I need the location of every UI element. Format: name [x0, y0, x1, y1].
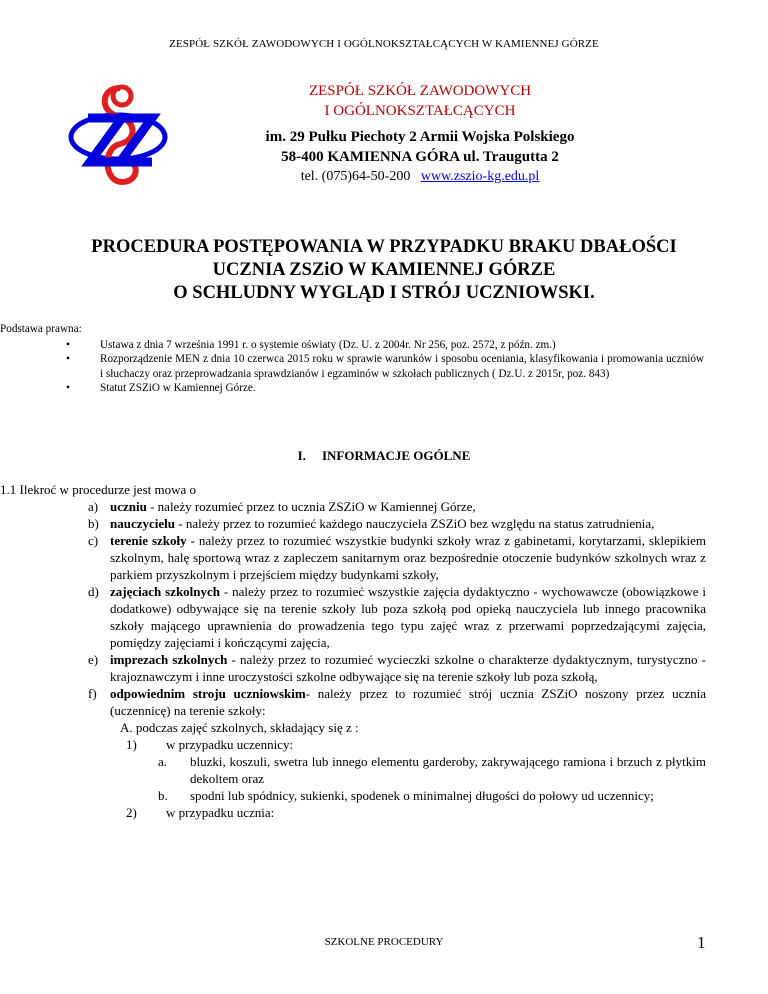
intro-paragraph: 1.1 Ilekroć w procedurze jest mowa o: [0, 482, 197, 497]
school-logo-icon: [60, 82, 170, 192]
section-title: INFORMACJE OGÓLNE: [321, 448, 471, 463]
dress-code-subitem: b. spodni lub spódnicy, sukienki, spodenek o minimalnej długości do połowy ud uczennicy;: [158, 788, 654, 803]
definition-item: a) uczniu - należy rozumieć przez to ucznia ZSZiO w Kamiennej Górze,: [88, 499, 476, 514]
dress-code-item: 1) w przypadku uczennicy: a. bluzki, koszuli, swetra lub innego elementu garderoby, zakrywającego ramiona i brzuch z płytkim dekoltem oraz b. spodni lub spódnicy, sukienki, spodenek o minimalnej długości do połowy ud uczennicy;: [110, 736, 706, 804]
dress-code-label: w przypadku uczennicy:: [166, 737, 294, 752]
legal-basis-list: [64, 338, 704, 396]
definition-item: b) nauczycielu - należy przez to rozumieć każdego nauczyciela ZSZiO bez względu na status zatrudnienia,: [88, 516, 655, 531]
definition-term: uczniu: [110, 499, 147, 514]
definition-item: d) zajęciach szkolnych - należy przez to rozumieć wszystkie zajęcia dydaktyczno - wychowawcze (obowiązkowe i dodatkowe) odbywające się na terenie szkoły lub poza szkołą pod opieką nauczyciela lub innego pracownika szkoły mającego uprawnienia do prowadzenia tego typu zajęć wraz z przerwami poprzedzającymi zajęcia, pomiędzy zajęciami i kończącymi zajęcia,: [88, 584, 706, 650]
title-line3: O SCHLUDNY WYGLĄD I STRÓJ UCZNIOWSKI.: [173, 283, 595, 303]
running-header: ZESPÓŁ SZKÓŁ ZAWODOWYCH I OGÓLNOKSZTAŁCĄCYCH W KAMIENNEJ GÓRZE: [169, 38, 599, 50]
school-website-link[interactable]: www.zszio-kg.edu.pl: [420, 169, 540, 184]
school-info: [240, 81, 600, 187]
section-number: I.: [297, 448, 306, 463]
definition-term: odpowiednim stroju uczniowskim: [110, 686, 306, 701]
dress-code-sublist: [110, 753, 706, 804]
legal-basis-heading: Podstawa prawna:: [0, 323, 82, 335]
section-heading: [0, 448, 768, 464]
definition-term: zajęciach szkolnych: [110, 584, 221, 599]
definition-text: - należy przez to rozumieć strój ucznia ZSZiO noszony przez ucznia (uczennicę) na terenie szkoły:: [110, 686, 706, 718]
title-line2: UCZNIA ZSZiO W KAMIENNEJ GÓRZE: [212, 260, 556, 280]
legal-basis-item: • Statut ZSZiO w Kamiennej Górze.: [64, 381, 704, 396]
school-address: 58-400 KAMIENNA GÓRA ul. Traugutta 2: [281, 149, 559, 165]
definition-text: - należy przez to rozumieć wszystkie budynki szkoły wraz z gabinetami, korytarzami, sklepikiem szkolnym, halę sportową wraz z zapleczem sanitarnym oraz bezpośrednie otoczenie budynków szkolnych wraz z parkiem przyszkolnym i przejściem między budynkami szkoły,: [110, 533, 706, 582]
dress-code-list: [110, 736, 706, 821]
legal-basis: [0, 322, 704, 396]
dress-code-label: w przypadku ucznia:: [166, 805, 275, 820]
subsection-a-heading: A. podczas zajęć szkolnych, składający się z :: [120, 720, 359, 735]
definition-item: e) imprezach szkolnych - należy przez to rozumieć wycieczki szkolne o charakterze dydaktycznym, turystyczno - krajoznawczym i inne uroczystości szkolne odbywające się na terenie szkoły lub poza szkołą,: [88, 652, 706, 684]
main-content: [0, 481, 706, 821]
dress-code-subitem: a. bluzki, koszuli, swetra lub innego elementu garderoby, zakrywającego ramiona i brzuch z płytkim dekoltem oraz: [158, 754, 706, 786]
definition-term: imprezach szkolnych: [110, 652, 228, 667]
title-line1: PROCEDURA POSTĘPOWANIA W PRZYPADKU BRAKU DBAŁOŚCI: [91, 237, 677, 257]
definition-term: nauczycielu: [110, 516, 175, 531]
school-name-line2: I OGÓLNOKSZTAŁCĄCYCH: [324, 103, 516, 119]
definition-text: - należy przez to rozumieć wszystkie zajęcia dydaktyczno - wychowawcze (obowiązkowe i dodatkowe) odbywające się na terenie szkoły lub poza szkołą pod opieką nauczyciela lub innego pracownika szkoły mającego uprawnienia do prowadzenia tego typu zajęć wraz z przerwami poprzedzającymi zajęcia, pomiędzy zajęciami i kończącymi zajęcia,: [110, 584, 706, 650]
school-patron: im. 29 Pułku Piechoty 2 Armii Wojska Polskiego: [265, 129, 575, 145]
definitions-list: [64, 498, 706, 821]
subsection-a: [110, 719, 706, 821]
definition-item: f) odpowiednim stroju uczniowskim- należy przez to rozumieć strój ucznia ZSZiO noszony przez ucznia (uczennicę) na terenie szkoły: A. podczas zajęć szkolnych, składający się z : 1) w przypadku uczennicy: a. bluzki, koszuli, swetra lub innego elementu garderoby, zakrywającego ramiona i brzuch z płytkim dekoltem oraz b. spodni lub spódnicy, sukienki, spodenek o minimalnej długości do połowy ud uczennicy; 2) w przypadku ucznia:: [88, 686, 706, 820]
definition-text: - należy rozumieć przez to ucznia ZSZiO w Kamiennej Górze,: [146, 499, 476, 514]
dress-code-item: 2) w przypadku ucznia:: [126, 805, 275, 820]
page-footer: SZKOLNE PROCEDURY: [324, 936, 444, 948]
school-logo: [60, 82, 170, 192]
definition-term: terenie szkoły: [110, 533, 187, 548]
school-contact: [240, 167, 600, 187]
legal-basis-item: • Ustawa z dnia 7 września 1991 r. o systemie oświaty (Dz. U. z 2004r. Nr 256, poz. 2572, z późn. zm.): [64, 338, 704, 353]
page-number: 1: [697, 933, 706, 952]
legal-basis-item: • Rozporządzenie MEN z dnia 10 czerwca 2015 roku w sprawie warunków i sposobu oceniania, klasyfikowania i promowania uczniów i słuchaczy oraz przeprowadzania sprawdzianów i egzaminów w szkołach publicznych ( Dz.U. z 2015r, poz. 843): [64, 352, 704, 381]
school-name-line1: ZESPÓŁ SZKÓŁ ZAWODOWYCH: [308, 83, 532, 99]
school-phone: tel. (075)64-50-200: [300, 169, 411, 184]
definition-item: c) terenie szkoły - należy przez to rozumieć wszystkie budynki szkoły wraz z gabinetami, korytarzami, sklepikiem szkolnym, halę sportową wraz z zapleczem sanitarnym oraz bezpośrednie otoczenie budynków szkolnych wraz z parkiem przyszkolnym i przejściem między budynkami szkoły,: [88, 533, 706, 582]
definition-text: - należy przez to rozumieć wycieczki szkolne o charakterze dydaktycznym, turystyczno - krajoznawczym i inne uroczystości szkolne odbywające się na terenie szkoły lub poza szkołą,: [110, 652, 706, 684]
document-title: [40, 236, 728, 305]
definition-text: - należy przez to rozumieć każdego nauczyciela ZSZiO bez względu na status zatrudnienia,: [175, 516, 655, 531]
